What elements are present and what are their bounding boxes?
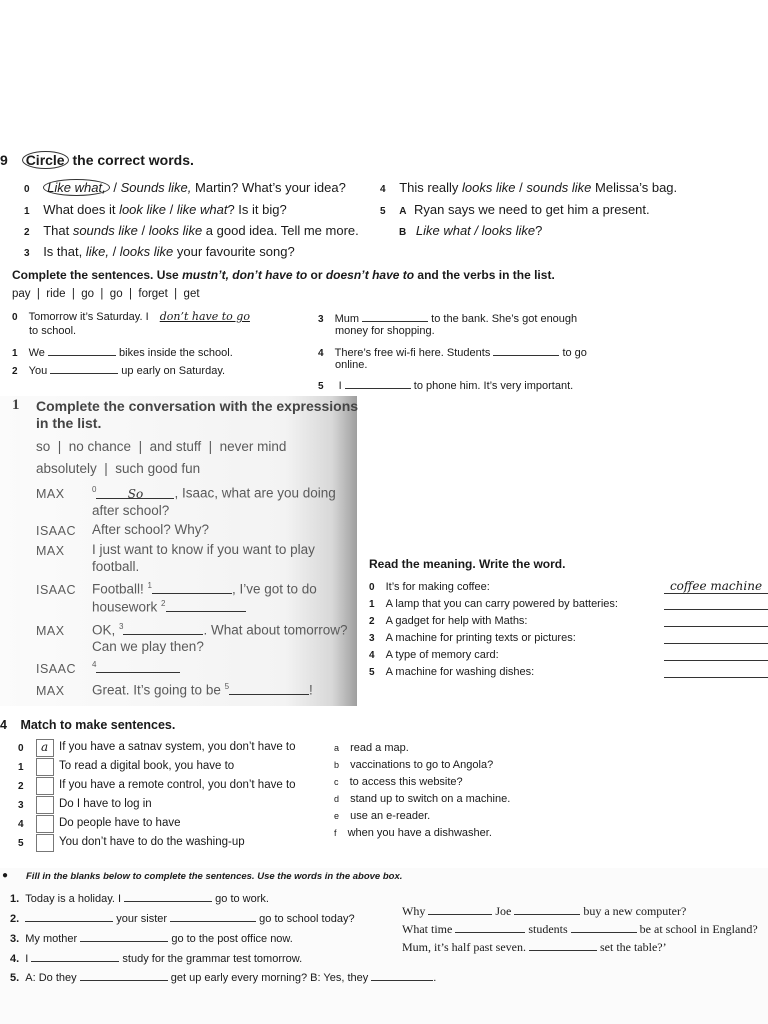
- section-number: 1: [12, 397, 20, 413]
- item-text: up early on Saturday.: [118, 365, 226, 377]
- answer-blank[interactable]: [529, 939, 597, 951]
- sentence-start: You don’t have to do the washing-up: [59, 836, 245, 848]
- answer-box[interactable]: [36, 796, 54, 814]
- dialogue-text: housework: [92, 599, 162, 615]
- speaker-letter: B: [399, 227, 407, 238]
- item-text: set the table?’: [596, 940, 667, 954]
- item-text: A type of memory card:: [385, 649, 499, 661]
- separator: /: [470, 223, 482, 238]
- item-number: 4.: [10, 953, 20, 965]
- answer-blank[interactable]: [80, 930, 168, 942]
- exercise-item: [369, 598, 618, 610]
- answer-blank[interactable]: [428, 903, 492, 915]
- dialogue-text: !: [309, 682, 313, 698]
- item-text: Ryan says we need to get him a present.: [414, 202, 650, 217]
- section-heading: [0, 718, 175, 732]
- option-letter: d: [334, 794, 340, 804]
- item-text: Joe: [492, 904, 515, 918]
- item-text: online.: [335, 359, 368, 371]
- option: looks like: [481, 223, 536, 238]
- section-number: 9: [0, 152, 8, 168]
- item-text: A gadget for help with Maths:: [385, 615, 528, 627]
- dialogue-text: , I’ve got to do: [231, 581, 317, 597]
- exercise-item: [399, 223, 542, 238]
- example-answer: So: [96, 487, 174, 499]
- item-text: buy a new computer?: [580, 904, 687, 918]
- example-answer: don’t have to go: [159, 310, 250, 323]
- item-text: go to work.: [212, 893, 269, 905]
- gap-number: 5: [224, 682, 230, 691]
- answer-blank[interactable]: [123, 623, 203, 635]
- item-text: Mum: [334, 313, 363, 325]
- item-text: This really: [399, 180, 463, 195]
- item-text: bikes inside the school.: [115, 347, 233, 359]
- item-text: I: [338, 380, 345, 392]
- option-letter: f: [334, 828, 337, 838]
- item-text: A: Do they: [25, 972, 80, 984]
- section-title: the correct words.: [68, 152, 194, 168]
- answer-blank[interactable]: [124, 890, 212, 902]
- item-text: It’s for making coffee:: [385, 581, 490, 593]
- speaker-name: MAX: [36, 684, 65, 698]
- item-text: There’s free wi-fi here. Students: [334, 347, 494, 359]
- text: and the verbs in the list.: [414, 268, 555, 282]
- item-text: your favourite song?: [173, 244, 295, 259]
- separator: /: [515, 180, 527, 195]
- item-text: My mother: [25, 933, 81, 945]
- separator: /: [109, 180, 121, 195]
- section-title: in the list.: [36, 415, 102, 431]
- answer-box[interactable]: [36, 739, 54, 757]
- exercise-item: [369, 581, 490, 593]
- section-title: Match to make sentences.: [20, 718, 176, 732]
- section-number: 4: [0, 718, 7, 732]
- item-number: 5: [18, 838, 24, 849]
- answer-blank[interactable]: [152, 582, 232, 594]
- dialogue-line: I just want to know if you want to play: [92, 542, 315, 557]
- dialogue-line: [92, 660, 180, 676]
- option: like,: [85, 244, 109, 259]
- answer-blank[interactable]: [362, 310, 428, 322]
- answer-blank[interactable]: [31, 950, 119, 962]
- option-letter: b: [334, 760, 340, 770]
- sentence-start: To read a digital book, you have to: [59, 760, 235, 772]
- option-letter: a: [334, 743, 340, 753]
- answer-blank[interactable]: [25, 910, 113, 922]
- speaker-letter: A: [399, 206, 407, 217]
- item-number: 0: [369, 582, 375, 593]
- item-text: Why: [402, 904, 429, 918]
- exercise-item: [12, 362, 225, 377]
- dialogue-line: [92, 622, 348, 638]
- answer-blank[interactable]: [345, 377, 411, 389]
- answer-box[interactable]: [36, 815, 54, 833]
- item-number: 2: [24, 227, 30, 238]
- answer-blank[interactable]: [664, 660, 768, 661]
- option-text: to access this website?: [349, 776, 463, 788]
- item-text: go to school today?: [256, 913, 355, 925]
- sentence-start: If you have a satnav system, you don’t have to: [59, 741, 296, 753]
- gap-number: 3: [119, 622, 124, 631]
- exercise-item: [369, 615, 528, 627]
- answer-blank[interactable]: [50, 362, 118, 374]
- answer-blank[interactable]: [455, 921, 525, 933]
- item-text: money for shopping.: [335, 325, 435, 337]
- exercise-item: [402, 903, 686, 919]
- option: sounds like: [526, 180, 592, 195]
- item-number: 5.: [10, 972, 20, 984]
- speaker-name: MAX: [36, 624, 65, 638]
- answer-blank[interactable]: [170, 910, 256, 922]
- sentence-start: If you have a remote control, you don’t have to: [59, 779, 296, 791]
- exercise-item: [318, 344, 587, 359]
- option: Like what: [415, 223, 471, 238]
- item-text: to go: [559, 347, 587, 359]
- item-text: Is that,: [43, 244, 86, 259]
- option-text: read a map.: [350, 742, 409, 754]
- item-number: 5: [369, 667, 375, 678]
- item-text: study for the grammar test tomorrow.: [119, 953, 303, 965]
- item-text: A machine for printing texts or pictures:: [385, 632, 576, 644]
- answer-blank[interactable]: [664, 609, 768, 610]
- exercise-item: [24, 244, 295, 259]
- item-number: 4: [18, 819, 24, 830]
- answer-blank[interactable]: [493, 344, 559, 356]
- sentence-end: [334, 759, 493, 771]
- item-text: ?: [535, 223, 543, 238]
- expression-list: so | no chance | and stuff | never mind: [36, 439, 287, 454]
- answer-blank[interactable]: [166, 600, 246, 612]
- dialogue-text: OK,: [92, 622, 120, 638]
- example-answer: coffee machine: [664, 579, 768, 594]
- exercise-item: [12, 310, 258, 323]
- sentence-end: [334, 776, 463, 788]
- item-number: 1.: [10, 893, 20, 905]
- dialogue-line: football.: [92, 559, 140, 574]
- text: or: [307, 268, 326, 282]
- option: looks like: [119, 244, 174, 259]
- speaker-name: MAX: [36, 544, 65, 558]
- option-letter: c: [334, 777, 339, 787]
- option: looks like: [148, 223, 203, 238]
- sentence-end: [334, 810, 430, 822]
- dialogue-text: Great. It’s going to be: [92, 682, 225, 698]
- item-text: to phone him. It’s very important.: [410, 380, 574, 392]
- item-number: 4: [380, 184, 386, 195]
- gap-number: 4: [92, 660, 97, 669]
- item-number: 5: [318, 381, 324, 392]
- item-text: A lamp that you can carry powered by batteries:: [385, 598, 618, 610]
- exercise-item: [318, 377, 573, 392]
- option-text: when you have a dishwasher.: [347, 827, 492, 839]
- item-text: Today is a holiday. I: [25, 893, 125, 905]
- item-text: You: [28, 365, 51, 377]
- item-text: to school.: [29, 325, 77, 337]
- answer-blank[interactable]: [80, 969, 168, 981]
- exercise-item: [369, 632, 576, 644]
- gap-number: 0: [92, 485, 97, 494]
- section-9-heading: [0, 152, 194, 168]
- exercise-item: [24, 180, 346, 195]
- exercise-item: [380, 202, 650, 217]
- answer-blank[interactable]: [664, 643, 768, 644]
- item-text: We: [28, 347, 48, 359]
- text: doesn’t have to: [325, 268, 415, 282]
- item-text: get up early every morning? B: Yes, they: [167, 972, 372, 984]
- gap-number: 1: [147, 581, 152, 590]
- option: Sounds like,: [120, 180, 192, 195]
- dialogue-line: Can we play then?: [92, 639, 204, 654]
- sentence-end: [334, 827, 492, 839]
- dialogue-line: [92, 682, 313, 698]
- item-text: Melissa’s bag.: [591, 180, 678, 195]
- dialogue-line: [92, 581, 317, 597]
- item-text: go to the post office now.: [168, 933, 293, 945]
- exercise-item: [10, 930, 293, 945]
- speaker-name: MAX: [36, 487, 65, 501]
- dialogue-line: after school?: [92, 503, 170, 518]
- item-number: 4: [369, 650, 375, 661]
- option-letter: e: [334, 811, 340, 821]
- option: look like: [119, 202, 167, 217]
- sentence-end: [334, 742, 409, 754]
- section-title: Fill in the blanks below to complete the sentences. Use the words in the above box.: [26, 871, 403, 882]
- option-text: stand up to switch on a machine.: [350, 793, 511, 805]
- separator: /: [137, 223, 149, 238]
- item-number: 0: [18, 743, 24, 754]
- item-number: 4: [318, 348, 324, 359]
- exercise-item: [369, 649, 499, 661]
- item-number: 2: [12, 366, 18, 377]
- answer-blank[interactable]: [664, 626, 768, 627]
- dialogue-line: After school? Why?: [92, 522, 210, 537]
- answer-blank[interactable]: [514, 903, 580, 915]
- expression-list: absolutely | such good fun: [36, 461, 201, 476]
- item-text: be at school in England?: [636, 922, 758, 936]
- exercise-item: [402, 921, 758, 937]
- option: like what: [176, 202, 228, 217]
- item-number: 1: [24, 206, 30, 217]
- answer-blank[interactable]: [371, 969, 433, 981]
- circle-word: Circle: [22, 151, 69, 169]
- item-text: to the bank. She’s got enough: [428, 313, 578, 325]
- item-text: your sister: [113, 913, 171, 925]
- item-number: 5: [380, 206, 386, 217]
- dialogue-line: [92, 485, 336, 501]
- dialogue-text: , Isaac, what are you doing: [174, 485, 336, 501]
- item-text: What time: [402, 922, 456, 936]
- word-list: pay | ride | go | go | forget | get: [12, 288, 200, 300]
- item-number: 1: [18, 762, 24, 773]
- item-number: 0: [24, 184, 30, 195]
- separator: /: [108, 244, 120, 259]
- item-number: 3: [318, 314, 324, 325]
- item-text: .: [433, 972, 437, 984]
- sentence-start: Do I have to log in: [59, 798, 152, 810]
- item-number: 3: [24, 248, 30, 259]
- item-text: I: [25, 953, 32, 965]
- speaker-name: ISAAC: [36, 524, 77, 538]
- dialogue-text: Football!: [92, 581, 148, 597]
- example-answer: a: [41, 740, 49, 754]
- item-text: a good idea. Tell me more.: [202, 223, 359, 238]
- option-text: vaccinations to go to Angola?: [350, 759, 494, 771]
- item-number: 3: [18, 800, 24, 811]
- exercise-item: [402, 939, 667, 955]
- exercise-item: [369, 666, 534, 678]
- option: sounds like: [72, 223, 138, 238]
- item-text: That: [43, 223, 73, 238]
- text: mustn’t, don’t have to: [182, 268, 308, 282]
- speaker-name: ISAAC: [36, 583, 77, 597]
- item-text: ? Is it big?: [227, 202, 287, 217]
- item-number: 1: [369, 599, 375, 610]
- answer-blank[interactable]: [664, 677, 768, 678]
- speaker-name: ISAAC: [36, 662, 77, 676]
- item-text: What does it: [43, 202, 120, 217]
- exercise-item: [10, 890, 269, 905]
- answer-box[interactable]: [36, 834, 54, 852]
- dialogue-line: [92, 599, 246, 615]
- item-text: Martin? What’s your idea?: [191, 180, 346, 195]
- item-text: students: [525, 922, 571, 936]
- item-number: 2: [18, 781, 24, 792]
- sentence-end: [334, 793, 510, 805]
- answer-blank[interactable]: [96, 661, 180, 673]
- item-number: 0: [12, 312, 18, 323]
- exercise-item: [10, 950, 302, 965]
- exercise-item: [24, 223, 359, 238]
- item-number: 2.: [10, 913, 20, 925]
- gap-number: 2: [161, 599, 166, 608]
- text: Complete the sentences. Use: [12, 268, 183, 282]
- option-text: use an e-reader.: [350, 810, 431, 822]
- section-title: Read the meaning. Write the word.: [369, 557, 566, 571]
- item-number: 3: [369, 633, 375, 644]
- exercise-item: [318, 310, 577, 325]
- sentence-start: Do people have to have: [59, 817, 181, 829]
- answer-box[interactable]: [36, 758, 54, 776]
- circled-answer: Like what,: [43, 179, 110, 196]
- item-text: Mum, it’s half past seven.: [402, 940, 529, 954]
- exercise-item: [10, 910, 355, 925]
- answer-blank[interactable]: [571, 921, 637, 933]
- item-number: 3.: [10, 933, 20, 945]
- bullet-icon: ●: [2, 870, 9, 881]
- answer-box[interactable]: [36, 777, 54, 795]
- separator: /: [166, 202, 177, 217]
- section-title: Complete the conversation with the expressions: [36, 398, 359, 414]
- item-text: Tomorrow it’s Saturday. I: [28, 311, 152, 323]
- option: looks like: [462, 180, 516, 195]
- dialogue-text: . What about tomorrow?: [203, 622, 348, 638]
- exercise-item: [12, 344, 233, 359]
- exercise-item: [24, 202, 287, 217]
- instructions: [12, 268, 555, 282]
- exercise-item: [10, 969, 436, 984]
- item-text: A machine for washing dishes:: [385, 666, 535, 678]
- item-number: 1: [12, 348, 18, 359]
- item-number: 2: [369, 616, 375, 627]
- exercise-item: [380, 180, 677, 195]
- answer-blank[interactable]: [48, 344, 116, 356]
- answer-blank[interactable]: [229, 683, 309, 695]
